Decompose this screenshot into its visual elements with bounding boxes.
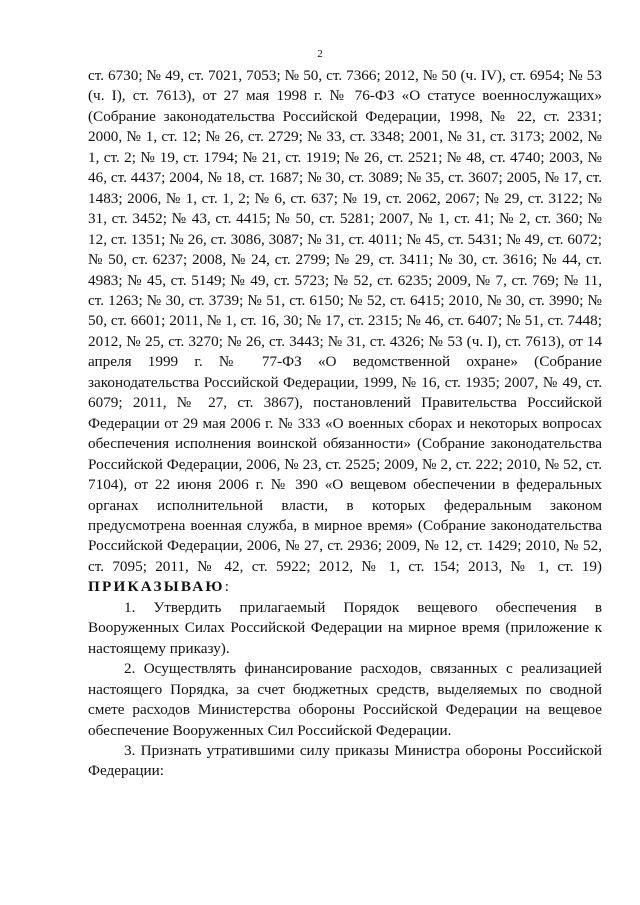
document-body <box>88 66 602 782</box>
order-item-3: 3. Признать утратившими силу приказы Министра обороны Российской Федерации: <box>88 741 602 780</box>
order-keyword: ПРИКАЗЫВАЮ <box>88 578 225 596</box>
order-colon: : <box>224 578 229 596</box>
legal-references-paragraph <box>88 66 602 598</box>
order-item-1: 1. Утвердить прилагаемый Порядок вещевого обеспечения в Вооруженных Силах Российской Федерации на мирное время (приложение к настоящему приказу). <box>88 598 602 657</box>
order-item-2: 2. Осуществлять финансирование расходов, связанных с реализацией настоящего Порядка, за счет бюджетных средств, выделяемых по сводной смете расходов Министерства обороны Российской Федерации на вещевое обеспечение Вооруженных Сил Российской Федерации. <box>88 660 602 739</box>
page-number: 2 <box>317 48 323 60</box>
legal-references-text: ст. 6730; № 49, ст. 7021, 7053; № 50, ст. 7366; 2012, № 50 (ч. IV), ст. 6954; № 53 (ч. I), ст. 7613), от 27 мая 1998 г. № 76-ФЗ «О статусе военнослужащих» (Собрание законодательства Российской Федерации, 1998, № 22, ст. 2331; 2000, № 1, ст. 12; № 26, ст. 2729; № 33, ст. 3348; 2001, № 31, ст. 3173; 2002, № 1, ст. 2; № 19, ст. 1794; № 21, ст. 1919; № 26, ст. 2521; № 48, ст. 4740; 2003, № 46, ст. 4437; 2004, № 18, ст. 1687; № 30, ст. 3089; № 35, ст. 3607; 2005, № 17, ст. 1483; 2006, № 1, ст. 1, 2; № 6, ст. 637; № 19, ст. 2062, 2067; № 29, ст. 3122; № 31, ст. 3452; № 43, ст. 4415; № 50, ст. 5281; 2007, № 1, ст. 41; № 2, ст. 360; № 12, ст. 1351; № 26, ст. 3086, 3087; № 31, ст. 4011; № 45, ст. 5431; № 49, ст. 6072; № 50, ст. 6237; 2008, № 24, ст. 2799; № 29, ст. 3411; № 30, ст. 3616; № 44, ст. 4983; № 45, ст. 5149; № 49, ст. 5723; № 52, ст. 6235; 2009, № 7, ст. 769; № 11, ст. 1263; № 30, ст. 3739; № 51, ст. 6150; № 52, ст. 6415; 2010, № 30, ст. 3990; № 50, ст. 6601; 2011, № 1, ст. 16, 30; № 17, ст. 2315; № 46, ст. 6407; № 51, ст. 7448; 2012, № 25, ст. 3270; № 26, ст. 3443; № 31, ст. 4326; № 53 (ч. I), ст. 7613), от 14 апреля 1999 г. № 77-ФЗ «О ведомственной охране» (Собрание законодательства Российской Федерации, 1999, № 16, ст. 1935; 2007, № 49, ст. 6079; 2011, № 27, ст. 3867), постановлений Правительства Российской Федерации от 29 мая 2006 г. № 333 «О военных сборах и некоторых вопросах обеспечения исполнения воинской обязанности» (Собрание законодательства Российской Федерации, 2006, № 23, ст. 2525; 2009, № 2, ст. 222; 2010, № 52, ст. 7104), от 22 июня 2006 г. № 390 «О вещевом обеспечении в федеральных органах исполнительной власти, в которых федеральным законом предусмотрена военная служба, в мирное время» (Собрание законодательства Российской Федерации, 2006, № 27, ст. 2936; 2009, № 12, ст. 1429; 2010, № 52, ст. 7095; 2011, № 42, ст. 5922; 2012, № 1, ст. 154; 2013, № 1, ст. 19) <box>88 67 602 575</box>
